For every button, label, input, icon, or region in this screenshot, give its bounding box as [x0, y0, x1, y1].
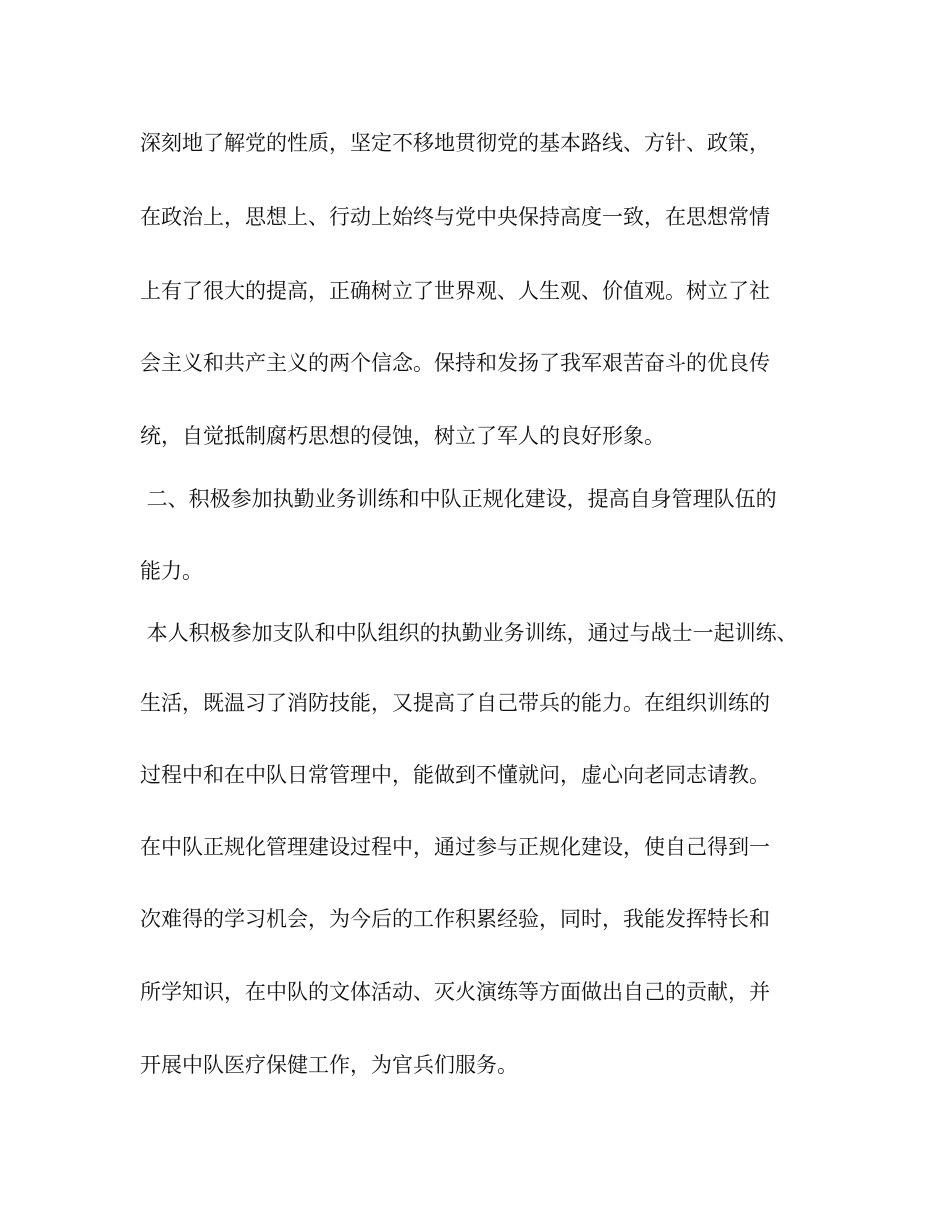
- text-line-1: 深刻地了解党的性质，坚定不移地贯彻党的基本路线、方针、政策，: [140, 131, 770, 155]
- text-line-4: 会主义和共产主义的两个信念。保持和发扬了我军艰苦奋斗的优良传: [140, 351, 770, 375]
- text-line-2: 在政治上，思想上、行动上始终与党中央保持高度一致，在思想常情: [140, 205, 770, 229]
- text-line-5: 统，自觉抵制腐朽思想的侵蚀，树立了军人的良好形象。: [140, 424, 665, 448]
- text-line-12: 次难得的学习机会，为今后的工作积累经验，同时，我能发挥特长和: [140, 907, 770, 931]
- text-line-7: 能力。: [140, 559, 203, 583]
- text-line-14: 开展中队医疗保健工作，为官兵们服务。: [140, 1053, 518, 1077]
- text-line-3: 上有了很大的提高，正确树立了世界观、人生观、价值观。树立了社: [140, 279, 770, 303]
- section-heading-2: 二、积极参加执勤业务训练和中队正规化建设，提高自身管理队伍的: [140, 487, 777, 511]
- text-line-11: 在中队正规化管理建设过程中，通过参与正规化建设，使自己得到一: [140, 835, 770, 859]
- paragraph-start-line: 本人积极参加支队和中队组织的执勤业务训练，通过与战士一起训练、: [140, 621, 798, 645]
- text-line-10: 过程中和在中队日常管理中，能做到不懂就问，虚心向老同志请教。: [140, 763, 770, 787]
- text-line-9: 生活，既温习了消防技能，又提高了自己带兵的能力。在组织训练的: [140, 691, 770, 715]
- text-line-13: 所学知识，在中队的文体活动、灭火演练等方面做出自己的贡献，并: [140, 980, 770, 1004]
